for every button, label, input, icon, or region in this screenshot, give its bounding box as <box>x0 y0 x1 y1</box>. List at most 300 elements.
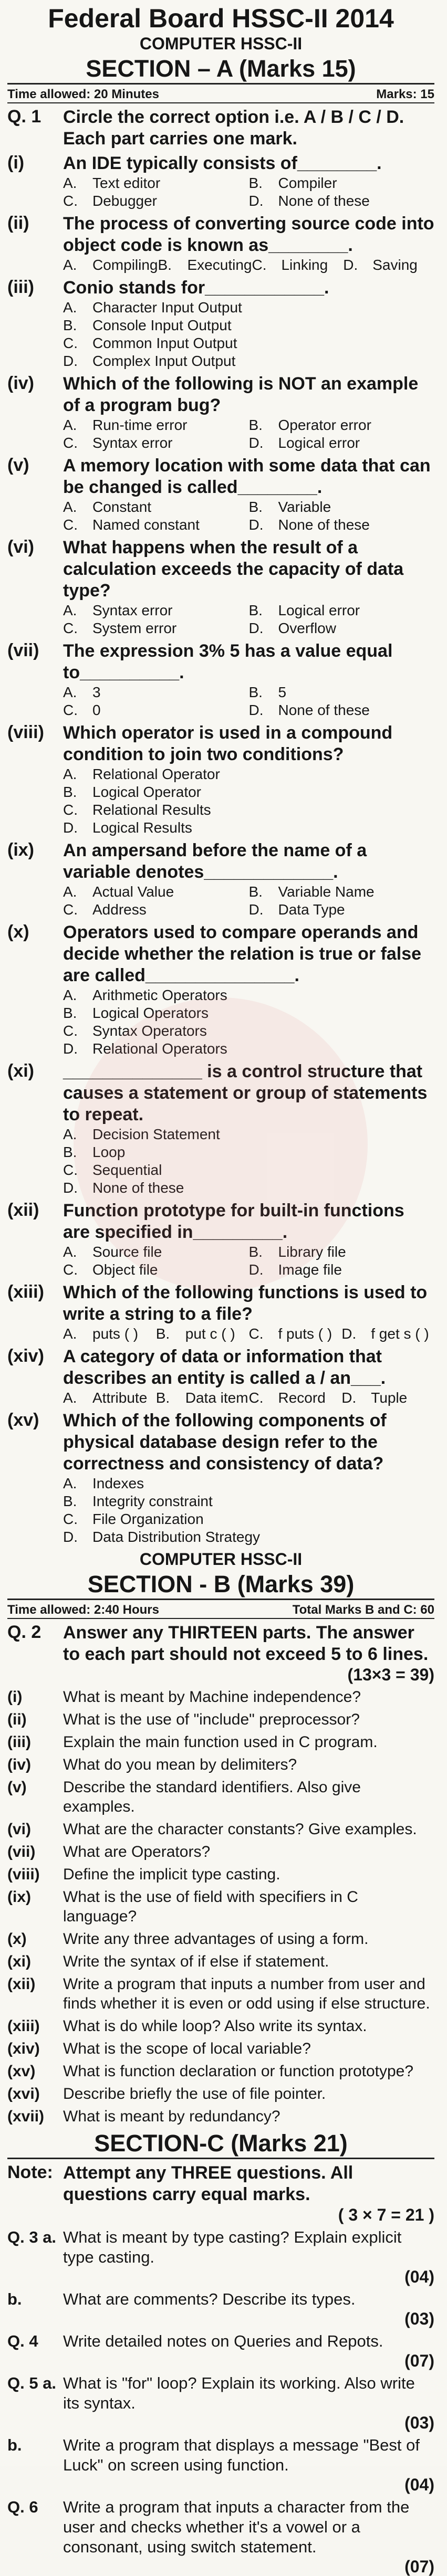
option-text: Data Type <box>278 901 345 918</box>
option <box>249 516 435 534</box>
item-text: What is the use of field with specifiers in C language? <box>63 1888 358 1925</box>
option-letter: A. <box>63 257 77 273</box>
short-question <box>7 2016 434 2036</box>
short-question <box>7 1974 434 2013</box>
option-text: Record <box>278 1390 326 1406</box>
short-question <box>7 1929 434 1949</box>
item-number: (ii) <box>7 1711 27 1728</box>
question-instruction: Circle the correct option i.e. A / B / C / D. Each part carries one mark. <box>63 107 404 149</box>
option-grid <box>7 299 434 370</box>
section-b-subject: COMPUTER HSSC-II <box>139 1550 303 1569</box>
option-letter: C. <box>63 193 78 209</box>
question-number: Q. 2 <box>7 1622 41 1642</box>
question-marks: (13×3 = 39) <box>347 1665 434 1684</box>
option-text: Data item <box>185 1390 248 1406</box>
long-question-text: Write a program that inputs a character from the user and checks whether it's a vowel or a consonant, using switch statement. <box>63 2498 410 2556</box>
part-number: (xv) <box>7 1410 39 1430</box>
item-number: (iv) <box>7 1756 31 1773</box>
option <box>63 1510 434 1528</box>
option-text: 5 <box>278 684 287 700</box>
part-number: (xii) <box>7 1200 39 1220</box>
option-letter: C. <box>63 1511 78 1527</box>
option-grid <box>7 765 434 837</box>
option-text: put c ( ) <box>185 1326 235 1342</box>
option-text: Syntax Operators <box>92 1023 207 1039</box>
option-letter: C. <box>248 1326 264 1342</box>
part-stem: Which of the following is NOT an example of a program bug? <box>63 374 419 415</box>
part-number: (xiv) <box>7 1346 44 1366</box>
item-number: (xvii) <box>7 2108 45 2125</box>
option-text: None of these <box>278 517 370 533</box>
long-question-number: Q. 6 <box>7 2498 38 2516</box>
option <box>63 1325 156 1343</box>
option-grid <box>7 174 434 210</box>
option-letter: B. <box>248 884 263 900</box>
option-grid <box>7 1475 434 1546</box>
option <box>63 819 434 837</box>
short-question <box>7 1952 434 1971</box>
long-question-list <box>7 2227 434 2576</box>
item-text: What is meant by redundancy? <box>63 2108 280 2125</box>
section-a-title: SECTION – A (Marks 15) <box>7 55 434 85</box>
option <box>63 299 434 317</box>
mcq-part <box>7 373 434 416</box>
option-letter: B. <box>155 1390 170 1406</box>
option-text: Address <box>92 901 147 918</box>
option-text: Source file <box>92 1244 162 1260</box>
option-text: Loop <box>92 1144 126 1160</box>
option <box>63 684 249 701</box>
item-text: Describe briefly the use of file pointer. <box>63 2085 326 2102</box>
option-letter: B. <box>155 1326 170 1342</box>
option-letter: A. <box>63 1126 77 1142</box>
option-letter: C. <box>63 620 78 636</box>
item-number: (x) <box>7 1930 27 1948</box>
item-text: Write a program that inputs a number from user and finds whether it is even or odd using if else structure. <box>63 1975 430 2012</box>
option-text: f get s ( ) <box>371 1326 429 1342</box>
long-question-body <box>63 2497 434 2576</box>
long-question-body <box>63 2289 434 2328</box>
option-text: Library file <box>278 1244 346 1260</box>
option <box>63 765 434 783</box>
item-text: What is function declaration or function prototype? <box>63 2063 414 2080</box>
option <box>63 256 158 274</box>
item-number: (viii) <box>7 1866 40 1883</box>
item-number: (xi) <box>7 1953 31 1970</box>
mcq-part <box>7 640 434 684</box>
long-question-marks: (04) <box>404 2267 434 2286</box>
mcq-part <box>7 1346 434 1389</box>
option <box>63 1528 434 1546</box>
short-question <box>7 2062 434 2081</box>
part-number: (viii) <box>7 722 44 742</box>
section-c-note <box>7 2162 434 2224</box>
option <box>63 1475 434 1492</box>
mcq-part <box>7 722 434 765</box>
option-text: Logical Results <box>92 819 192 836</box>
time-allowed: Time allowed: 20 Minutes <box>7 87 159 101</box>
option-text: 3 <box>92 684 101 700</box>
option <box>249 416 435 434</box>
part-number: (x) <box>7 922 29 942</box>
part-stem: What happens when the result of a calculation exceeds the capacity of data type? <box>63 538 404 601</box>
option-grid <box>7 498 434 534</box>
part-number: (iv) <box>7 373 34 393</box>
item-number: (xiii) <box>7 2017 40 2035</box>
mcq-list <box>7 153 434 1546</box>
option <box>63 801 434 819</box>
option-grid <box>7 883 434 919</box>
option-text: Actual Value <box>92 884 174 900</box>
option-letter: B. <box>248 602 263 618</box>
option-text: Relational Operator <box>92 766 220 782</box>
option-text: Overflow <box>278 620 336 636</box>
option <box>249 1325 342 1343</box>
option <box>343 256 434 274</box>
part-stem: Which of the following components of physical database design refer to the correctness and consistency of data? <box>63 1411 387 1474</box>
item-number: (vii) <box>7 1843 36 1860</box>
long-question-body <box>63 2227 434 2286</box>
option-letter: D. <box>63 353 78 369</box>
mcq-part <box>7 153 434 174</box>
option <box>63 516 249 534</box>
option-letter: A. <box>63 766 77 782</box>
option-text: Relational Results <box>92 802 211 818</box>
item-text: What are the character constants? Give examples. <box>63 1821 417 1838</box>
option-letter: D. <box>341 1390 357 1406</box>
long-question-marks: (03) <box>404 2309 434 2328</box>
option <box>249 901 435 919</box>
option-text: Saving <box>372 257 418 273</box>
mcq-part <box>7 277 434 299</box>
long-question-number: b. <box>7 2436 22 2454</box>
option-text: Relational Operators <box>92 1040 227 1057</box>
option-text: Text editor <box>92 175 161 191</box>
item-number: (iii) <box>7 1733 31 1751</box>
part-stem: A category of data or information that describes an entity is called a / an___. <box>63 1347 386 1388</box>
option-text: None of these <box>92 1180 184 1196</box>
option-text: Variable Name <box>278 884 375 900</box>
option-text: None of these <box>278 193 370 209</box>
option-letter: A. <box>63 175 77 191</box>
part-number: (vi) <box>7 537 34 557</box>
short-question <box>7 1755 434 1774</box>
long-question-body <box>63 2331 434 2370</box>
item-text: What is meant by Machine independence? <box>63 1688 361 1706</box>
option-letter: C. <box>63 1023 78 1039</box>
long-question <box>7 2373 434 2432</box>
item-number: (i) <box>7 1688 23 1706</box>
option-text: Run-time error <box>92 417 188 433</box>
item-text: Describe the standard identifiers. Also give examples. <box>63 1779 361 1815</box>
option-letter: A. <box>63 1475 77 1491</box>
option-text: Executing <box>187 257 252 273</box>
option-letter: B. <box>248 684 263 700</box>
option-grid <box>7 416 434 452</box>
option <box>63 416 249 434</box>
option <box>249 434 435 452</box>
item-number: (v) <box>7 1779 27 1796</box>
option-letter: D. <box>248 1261 264 1278</box>
option-letter: B. <box>63 317 77 333</box>
item-number: (xv) <box>7 2063 36 2080</box>
option-letter: C. <box>63 1162 78 1178</box>
item-text: What is the use of "include" preprocessor? <box>63 1711 360 1728</box>
option-grid <box>7 1389 434 1407</box>
option <box>63 619 249 637</box>
question-number: Q. 1 <box>7 107 41 127</box>
part-stem: Which operator is used in a compound condition to join two conditions? <box>63 723 393 764</box>
option-text: Decision Statement <box>92 1126 220 1142</box>
option-letter: A. <box>63 987 77 1003</box>
option <box>63 317 434 334</box>
long-question <box>7 2497 434 2576</box>
option <box>63 352 434 370</box>
note-label: Note: <box>7 2162 53 2182</box>
option-text: Syntax error <box>92 602 173 618</box>
option-letter: D. <box>248 517 264 533</box>
option-grid <box>7 256 434 274</box>
option <box>249 192 435 210</box>
option <box>249 498 435 516</box>
option-text: Complex Input Output <box>92 353 236 369</box>
long-question-body <box>63 2435 434 2494</box>
long-question <box>7 2435 434 2494</box>
item-number: (ix) <box>7 1888 31 1906</box>
option-letter: C. <box>252 257 267 273</box>
option-grid <box>7 1325 434 1343</box>
option <box>249 602 435 619</box>
question-instruction: Answer any THIRTEEN parts. The answer to each part should not exceed 5 to 6 lines. <box>63 1623 429 1664</box>
part-stem: Function prototype for built-in functions are specified in_________. <box>63 1201 404 1242</box>
item-number: (xiv) <box>7 2040 40 2057</box>
item-text: Write the syntax of if else if statement. <box>63 1953 329 1970</box>
option-letter: A. <box>63 602 77 618</box>
option-letter: C. <box>63 702 78 718</box>
option-letter: A. <box>63 299 77 316</box>
option <box>156 1325 249 1343</box>
part-stem: ______________ is a control structure that causes a statement or group of statements to repeat. <box>63 1061 428 1124</box>
option-text: Tuple <box>371 1390 408 1406</box>
option <box>63 174 249 192</box>
part-number: (iii) <box>7 277 34 297</box>
option-text: Character Input Output <box>92 299 242 316</box>
option <box>63 602 249 619</box>
short-question <box>7 1778 434 1816</box>
long-question-text: What are comments? Describe its types. <box>63 2290 356 2308</box>
item-text: What are Operators? <box>63 1843 211 1860</box>
option <box>63 498 249 516</box>
short-question <box>7 1887 434 1926</box>
option <box>249 1389 342 1407</box>
option <box>63 434 249 452</box>
section-b-meta <box>7 1602 434 1619</box>
option <box>341 1389 434 1407</box>
option-letter: A. <box>63 499 77 515</box>
option-letter: B. <box>248 499 263 515</box>
option <box>249 619 435 637</box>
part-stem: An ampersand before the name of a variable denotes_____________. <box>63 840 367 882</box>
section-c-title: SECTION-C (Marks 21) <box>7 2129 434 2159</box>
option-text: Sequential <box>92 1162 162 1178</box>
note-marks: ( 3 × 7 = 21 ) <box>338 2205 434 2224</box>
part-stem: The expression 3% 5 has a value equal to__________. <box>63 641 393 682</box>
option-letter: D. <box>248 435 264 451</box>
option-text: Variable <box>278 499 331 515</box>
option-text: Logical error <box>278 602 360 618</box>
option-letter: D. <box>341 1326 357 1342</box>
item-number: (xvi) <box>7 2085 40 2102</box>
part-number: (xi) <box>7 1061 34 1081</box>
option <box>156 1389 249 1407</box>
option-letter: D. <box>343 257 358 273</box>
short-question <box>7 2107 434 2126</box>
option-letter: A. <box>63 1244 77 1260</box>
watermark-stamp <box>74 997 368 1291</box>
option-letter: B. <box>248 1244 263 1260</box>
paper-title: Federal Board HSSC-II 2014 <box>48 4 394 33</box>
long-question-number: Q. 4 <box>7 2332 38 2350</box>
option-text: Data Distribution Strategy <box>92 1529 261 1545</box>
long-question-marks: (03) <box>404 2413 434 2432</box>
option <box>249 883 435 901</box>
short-question-list <box>7 1687 434 2126</box>
short-question <box>7 1865 434 1884</box>
option <box>158 256 252 274</box>
long-question-marks: (04) <box>404 2475 434 2494</box>
part-stem: Operators used to compare operands and decide whether the relation is true or false are called_______________. <box>63 922 422 985</box>
option-letter: A. <box>63 684 77 700</box>
question-2 <box>7 1622 434 1684</box>
option <box>249 684 435 701</box>
mcq-part <box>7 922 434 986</box>
option <box>63 883 249 901</box>
option-letter: B. <box>63 1144 77 1160</box>
option-text: Attribute <box>92 1390 148 1406</box>
mcq-part <box>7 1410 434 1475</box>
option-letter: A. <box>63 884 77 900</box>
option-text: Common Input Output <box>92 335 237 351</box>
short-question <box>7 1710 434 1729</box>
option <box>252 256 343 274</box>
option-letter: C. <box>63 335 78 351</box>
long-question-number: Q. 3 a. <box>7 2228 57 2246</box>
item-number: (xii) <box>7 1975 36 1993</box>
option-letter: A. <box>63 1390 77 1406</box>
option-grid <box>7 684 434 719</box>
item-text: Define the implicit type casting. <box>63 1866 280 1883</box>
option-letter: C. <box>248 1390 264 1406</box>
part-number: (xiii) <box>7 1282 44 1302</box>
section-marks: Marks: 15 <box>376 87 434 101</box>
option <box>63 783 434 801</box>
item-number: (vi) <box>7 1821 31 1838</box>
option-text: Debugger <box>92 193 157 209</box>
option <box>341 1325 434 1343</box>
option-grid <box>7 602 434 637</box>
part-stem: Which of the following functions is used to write a string to a file? <box>63 1282 428 1324</box>
option-text: System error <box>92 620 177 636</box>
option <box>63 901 249 919</box>
long-question-marks: (07) <box>404 2351 434 2370</box>
option-text: Console Input Output <box>92 317 232 333</box>
option <box>249 701 435 719</box>
option-letter: B. <box>248 417 263 433</box>
part-stem: Conio stands for____________. <box>63 278 329 298</box>
option-text: Indexes <box>92 1475 144 1491</box>
option-text: Object file <box>92 1261 158 1278</box>
option <box>63 1492 434 1510</box>
option-letter: C. <box>63 901 78 918</box>
long-question-text: What is "for" loop? Explain its working. Also write its syntax. <box>63 2374 415 2412</box>
option-text: Constant <box>92 499 152 515</box>
option-letter: C. <box>63 1261 78 1278</box>
option-text: Integrity constraint <box>92 1493 213 1509</box>
long-question-number: b. <box>7 2290 22 2308</box>
option-letter: B. <box>63 1493 77 1509</box>
part-number: (v) <box>7 455 29 475</box>
subject-title: COMPUTER HSSC-II <box>139 34 303 53</box>
option-text: Linking <box>281 257 328 273</box>
option-letter: C. <box>63 435 78 451</box>
option-letter: A. <box>63 1326 77 1342</box>
long-question <box>7 2331 434 2370</box>
option-text: Image file <box>278 1261 342 1278</box>
option <box>63 192 249 210</box>
short-question <box>7 1842 434 1862</box>
option <box>63 701 249 719</box>
option-text: 0 <box>92 702 101 718</box>
long-question-text: Write a program that displays a message "Best of Luck" on screen using function. <box>63 2436 420 2474</box>
option-letter: B. <box>63 1005 77 1021</box>
item-text: What do you mean by delimiters? <box>63 1756 297 1773</box>
option-text: Operator error <box>278 417 371 433</box>
option-letter: D. <box>63 819 78 836</box>
option-letter: B. <box>63 784 77 800</box>
long-question-text: What is meant by type casting? Explain explicit type casting. <box>63 2228 402 2266</box>
option-text: Syntax error <box>92 435 173 451</box>
option-text: Logical Operator <box>92 784 202 800</box>
option-letter: B. <box>248 175 263 191</box>
option-letter: C. <box>63 802 78 818</box>
option-text: Arithmetic Operators <box>92 987 227 1003</box>
option-letter: D. <box>63 1529 78 1545</box>
long-question <box>7 2227 434 2286</box>
part-number: (ii) <box>7 213 29 233</box>
mcq-part <box>7 537 434 602</box>
short-question <box>7 2039 434 2058</box>
option <box>249 174 435 192</box>
long-question-number: Q. 5 a. <box>7 2374 57 2392</box>
option-letter: D. <box>248 901 264 918</box>
question-1 <box>7 107 434 150</box>
long-question-body <box>63 2373 434 2432</box>
part-number: (i) <box>7 153 25 173</box>
short-question <box>7 1820 434 1839</box>
option-text: File Organization <box>92 1511 204 1527</box>
option-text: Compiling <box>92 257 158 273</box>
option-text: puts ( ) <box>92 1326 139 1342</box>
item-text: Explain the main function used in C program. <box>63 1733 378 1751</box>
item-text: What is the scope of local variable? <box>63 2040 311 2057</box>
part-stem: The process of converting source code into object code is known as________. <box>63 214 434 255</box>
option-letter: A. <box>63 417 77 433</box>
option-text: None of these <box>278 702 370 718</box>
section-b-title: SECTION - B (Marks 39) <box>7 1570 434 1600</box>
option-letter: C. <box>63 517 78 533</box>
option-letter: B. <box>158 257 172 273</box>
paper-header <box>7 3 434 54</box>
